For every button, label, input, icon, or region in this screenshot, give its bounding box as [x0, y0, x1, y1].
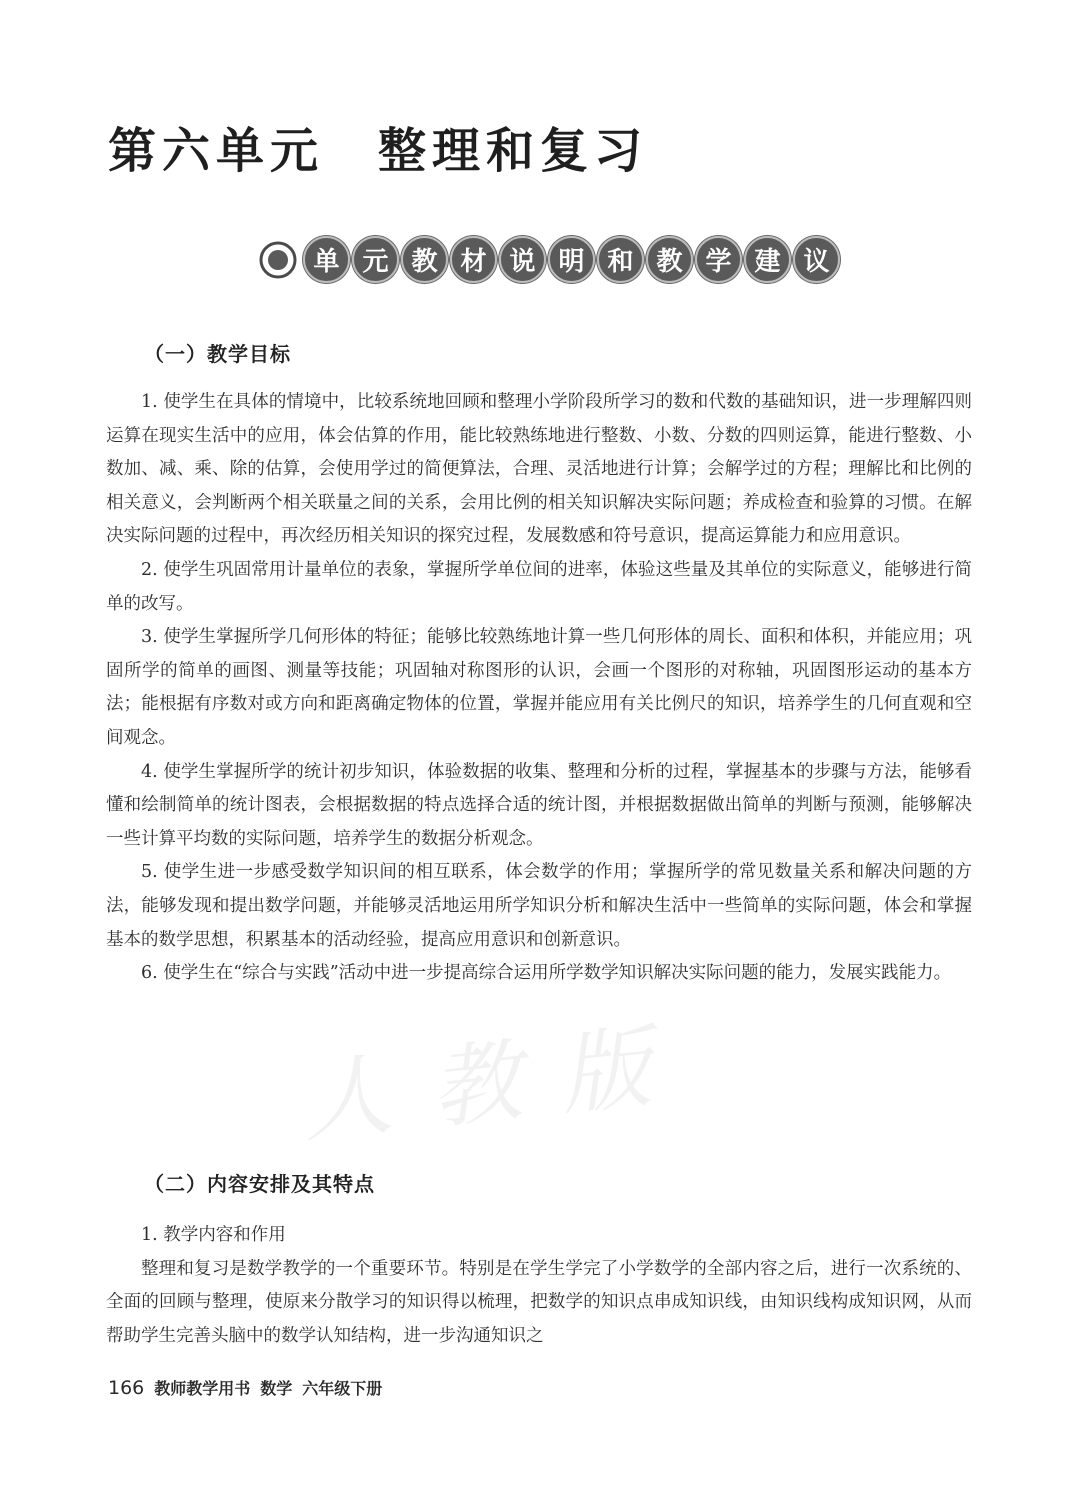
goal-paragraph: 4. 使学生掌握所学的统计初步知识，体验数据的收集、整理和分析的过程，掌握基本的步骤与方法，能够看懂和绘制简单的统计图表，会根据数据的特点选择合适的统计图，并根据数据做出简单的判断与预测，能够解决一些计算平均数的实际问题，培养学生的数据分析观念。: [106, 761, 972, 849]
teaching-goals-body: [106, 386, 972, 991]
section-heading-content-arrangement: （二）内容安排及其特点: [144, 1172, 375, 1196]
banner-char: 单: [303, 236, 350, 283]
banner-char: 学: [695, 236, 742, 283]
bullseye-icon: [254, 236, 301, 283]
content-subheading: 1. 教学内容和作用: [141, 1225, 286, 1245]
goal-paragraph: 3. 使学生掌握所学几何形体的特征；能够比较熟练地计算一些几何形体的周长、面积和体积，并能应用；巩固所学的简单的画图、测量等技能；巩固轴对称图形的认识，会画一个图形的对称轴，巩固图形运动的基本方法；能根据有序数对或方向和距离确定物体的位置，掌握并能应用有关比例尺的知识，培养学生的几何直观和空间观念。: [106, 627, 972, 748]
book-grade: 六年级下册: [302, 1379, 383, 1398]
banner-char: 建: [744, 236, 791, 283]
book-title: 教师教学用书: [154, 1379, 251, 1398]
content-paragraph: 整理和复习是数学教学的一个重要环节。特别是在学生学完了小学数学的全部内容之后，进行一次系统的、全面的回顾与整理，使原来分散学习的知识得以梳理，把数学的知识点串成知识线，由知识线构成知识网，从而帮助学生完善头脑中的数学认知结构，进一步沟通知识之: [106, 1258, 972, 1346]
unit-title: 第六单元 整理和复习: [108, 123, 649, 179]
banner-char: 教: [401, 236, 448, 283]
goal-paragraph: 1. 使学生在具体的情境中，比较系统地回顾和整理小学阶段所学习的数和代数的基础知识，进一步理解四则运算在现实生活中的应用，体会估算的作用，能比较熟练地进行整数、小数、分数的四则运算，能进行整数、小数加、减、乘、除的估算，会使用学过的简便算法，合理、灵活地进行计算；会解学过的方程；理解比和比例的相关意义，会判断两个相关联量之间的关系，会用比例的相关知识解决实际问题；养成检查和验算的习惯。在解决实际问题的过程中，再次经历相关知识的探究过程，发展数感和符号意识，提高运算能力和应用意识。: [106, 392, 972, 547]
goal-paragraph: 6. 使学生在“综合与实践”活动中进一步提高综合运用所学数学知识解决实际问题的能力，发展实践能力。: [141, 963, 952, 984]
content-arrangement-body: [106, 1219, 972, 1353]
banner-char: 说: [499, 236, 546, 283]
page-footer: [108, 1376, 382, 1399]
banner-char: 材: [450, 236, 497, 283]
goal-paragraph: 5. 使学生进一步感受数学知识间的相互联系，体会数学的作用；掌握所学的常见数量关系和解决问题的方法，能够发现和提出数学问题，并能够灵活地运用所学知识分析和解决生活中一些简单的实际问题，体会和掌握基本的数学思想，积累基本的活动经验，提高应用意识和创新意识。: [106, 862, 972, 950]
banner-char: 议: [793, 236, 840, 283]
banner-char: 明: [548, 236, 595, 283]
banner-char: 教: [646, 236, 693, 283]
section-banner: [254, 236, 840, 283]
section-heading-teaching-goals: （一）教学目标: [144, 342, 291, 366]
publisher-watermark: 人教版: [296, 1010, 696, 1157]
banner-char: 元: [352, 236, 399, 283]
book-subject: 数学: [260, 1379, 293, 1398]
banner-char: 和: [597, 236, 644, 283]
goal-paragraph: 2. 使学生巩固常用计量单位的表象，掌握所学单位间的进率，体验这些量及其单位的实际意义，能够进行简单的改写。: [106, 559, 972, 614]
page-number: 166: [108, 1377, 145, 1399]
